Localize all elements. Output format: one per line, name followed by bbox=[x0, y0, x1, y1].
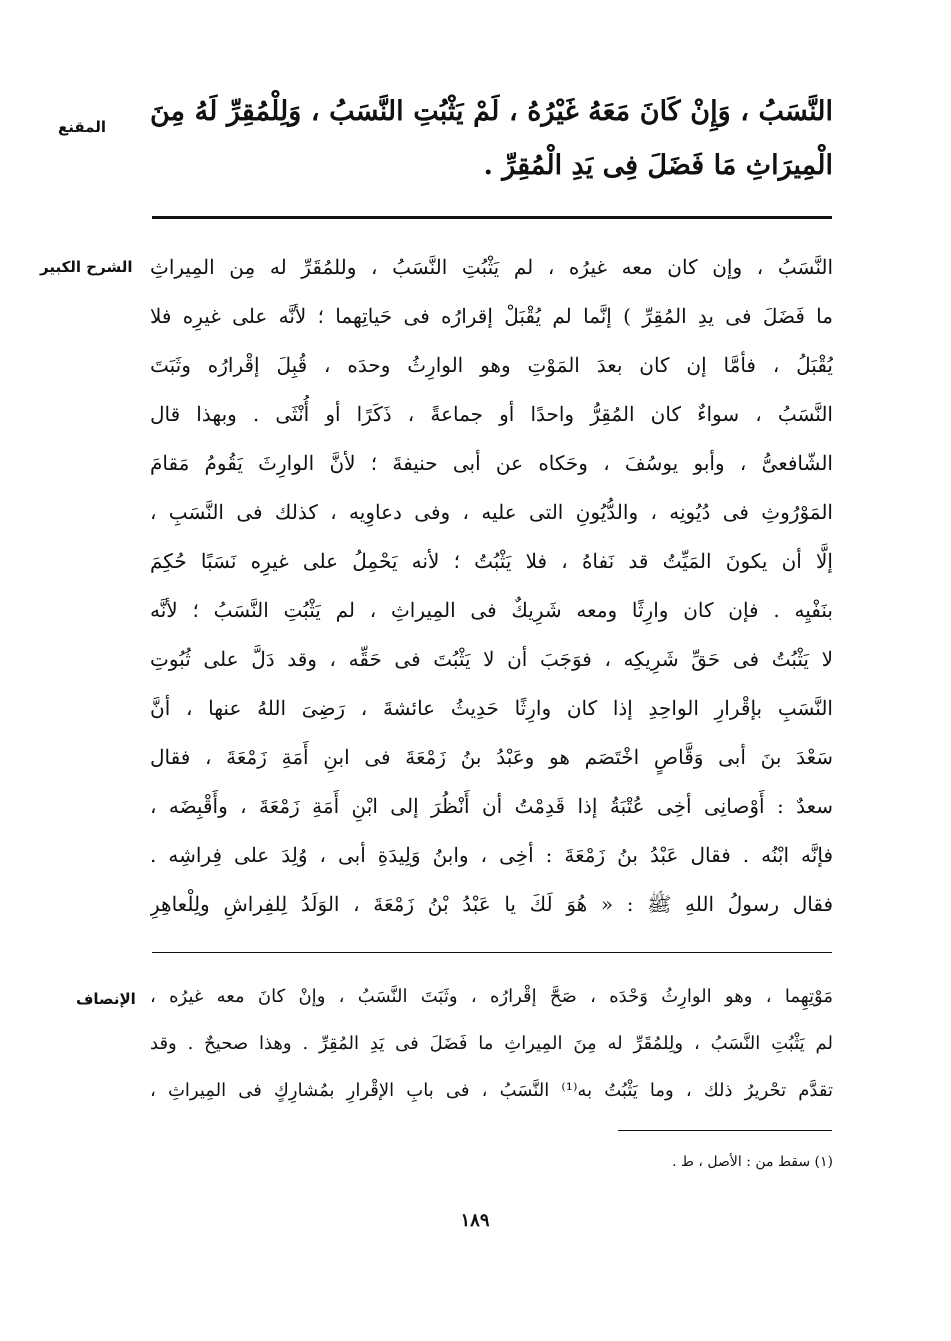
footnote-divider bbox=[618, 1130, 832, 1131]
sharh-line: النَّسَبِ بإقْرارِ الواحِدِ إذا كان وارِثًا حَدِيثُ عائشةَ ، رَضِىَ اللهُ عنها ، أنَّ bbox=[150, 696, 833, 720]
thick-divider bbox=[152, 216, 832, 219]
sharh-line: إلَّا أن يكونَ المَيِّتُ قد نَفاهُ ، فلا يَثْبُتُ ؛ لأنه يَحْمِلُ على غيرِه نَسَبًا حُكِمَ bbox=[150, 549, 833, 573]
muqni-label: المقنع bbox=[58, 118, 106, 136]
sharh-line: فقال رسولُ اللهِ ﷺ : « هُوَ لَكَ يا عَبْدُ بْنُ زَمْعَةَ ، الوَلَدُ لِلفِراشِ ولِلْعاهِرِ bbox=[150, 892, 833, 916]
sharh-line: المَوْرُوثِ فى دُيُونِه ، والدُّيُونِ التى عليه ، وفى دعاوِيه ، كذلك فى النَّسَبِ ، bbox=[150, 500, 833, 524]
insaf-line: مَوْتِهِما ، وهو الوارِثُ وَحْدَه ، صَحَّ إقْرارُه ، وثَبَتَ النَّسَبُ ، وإنْ كانَ معه غيرُه ، bbox=[150, 986, 833, 1007]
thin-divider bbox=[152, 952, 832, 953]
sharh-line: فإنَّه ابْنُه . فقال عَبْدُ بنُ زَمْعَةَ : أخِى ، وابنُ وَلِيدَةِ أبى ، وُلِدَ على فِراشِه . bbox=[150, 843, 833, 867]
sharh-line: النَّسَبُ ، سواءٌ كان المُقِرُّ واحدًا أو جماعةً ، ذَكَرًا أو أُنْثَى . وبهذا قال bbox=[150, 402, 833, 426]
sharh-line: سَعْدَ بنَ أبى وَقَّاصٍ اخْتَصَم هو وعَبْدُ بنُ زَمْعَةَ فى ابنِ أَمَةِ زَمْعَةَ ، فقال bbox=[150, 745, 833, 769]
sharh-label: الشرح الكبير bbox=[40, 258, 133, 276]
sharh-line: ما فَضَلَ فى يدِ المُقِرِّ ) إنَّما لم يُقْبَلْ إقرارُه فى حَياتِهما ؛ لأنَّه على غيرِه فلا bbox=[150, 304, 833, 328]
sharh-line: بنَفْيِه . فإن كان وارِثًا ومعه شَرِيكٌ فى المِيراثِ ، لم يَثْبُتِ النَّسَبُ ؛ لأنَّه bbox=[150, 598, 833, 622]
muqni-line: الْمِيرَاثِ مَا فَضَلَ فِى يَدِ الْمُقِرِّ . bbox=[483, 150, 833, 181]
muqni-line: النَّسَبُ ، وَإِنْ كَانَ مَعَهُ غَيْرُهُ ، لَمْ يَثْبُتِ النَّسَبُ ، وَلِلْمُقِرِّ لَهُ مِنَ bbox=[150, 96, 833, 127]
page-number: ١٨٩ bbox=[460, 1210, 490, 1231]
insaf-line: لم يَثْبُتِ النَّسَبُ ، ولِلمُقَرِّ له مِنَ المِيراثِ ما فَضَلَ فى يَدِ المُقِرِّ . وهذا صحيحٌ . وقد bbox=[150, 1033, 833, 1054]
sharh-line: النَّسَبُ ، وإن كان معه غيرُه ، لم يَثْبُتِ النَّسَبُ ، وللمُقَرِّ له مِن المِيراثِ bbox=[150, 255, 833, 279]
sharh-line: سعدٌ : أَوْصانِى أخِى عُتْبَةُ إذا قَدِمْتُ أن أَنْظُرَ إلى ابْنِ أَمَةِ زَمْعَةَ ، وأَقْبِضَه ، bbox=[150, 794, 833, 818]
footnote-text: (١) سقط من : الأصل ، ط . bbox=[672, 1154, 833, 1170]
sharh-line: الشّافعىُّ ، وأبو يوسُفَ ، وحَكاه عن أبى حنيفةَ ؛ لأنَّ الوارِثَ يَقُومُ مَقامَ bbox=[150, 451, 833, 475]
insaf-label: الإنصاف bbox=[76, 990, 136, 1008]
sharh-line: يُقْبَلُ ، فأمَّا إن كان بعدَ المَوْتِ وهو الوارِثُ وحدَه ، قُبِلَ إقْرارُه وثَبَتَ bbox=[150, 353, 833, 377]
insaf-line: تقدَّم تحْريرُ ذلك ، وما يَثْبُتُ به⁽¹⁾ النَّسَبُ ، فى بابِ الإقْرارِ بمُشارِكٍ فى المِيراثِ ، bbox=[150, 1080, 833, 1101]
sharh-line: لا يَثْبُتُ فى حَقِّ شَرِيكِه ، فوَجَبَ أن لا يَثْبُتَ فى حَقِّه ، وقد دَلَّ على ثُبُوتِ bbox=[150, 647, 833, 671]
